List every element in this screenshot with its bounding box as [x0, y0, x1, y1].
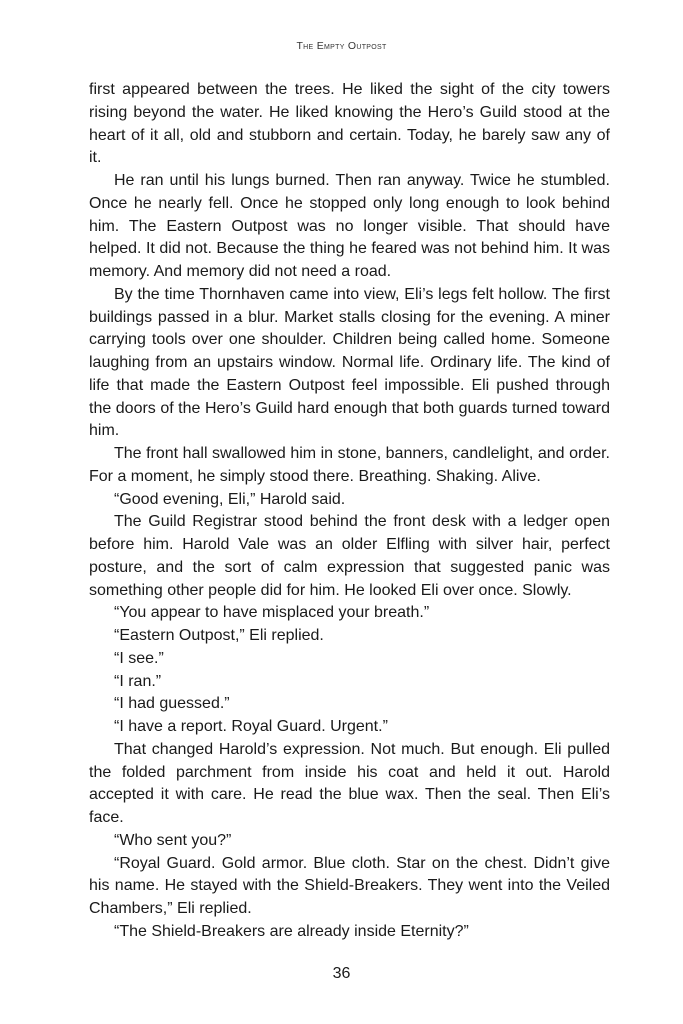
paragraph: “Who sent you?”: [114, 831, 232, 849]
paragraph: That changed Harold’s expression. Not much. But enough. Eli pulled the folded parchment from inside his coat and held it out. Harold accepted it with care. He read the blue wax. Then the seal. Then Eli’s face.: [89, 740, 610, 826]
paragraph: “I have a report. Royal Guard. Urgent.”: [114, 718, 388, 735]
paragraph: “You appear to have misplaced your breath.”: [114, 604, 430, 622]
paragraph: “I see.”: [114, 649, 164, 667]
paragraph: The front hall swallowed him in stone, banners, candlelight, and order. For a moment, he simply stood there. Breathing. Shaking. Alive.: [89, 445, 610, 485]
paragraph: He ran until his lungs burned. Then ran anyway. Twice he stumbled. Once he nearly fell. Once he stopped only long enough to look behind him. The Eastern Outpost was no longer visible. That should have helped. It did not. Because the thing he feared was not behind him. It was memory. And memory did not need a road.: [89, 172, 610, 280]
body-text: [89, 79, 610, 944]
paragraph: “Royal Guard. Gold armor. Blue cloth. Star on the chest. Didn’t give his name. He stayed with the Shield-Breakers. They went into the Veiled Chambers,” Eli replied.: [89, 854, 610, 917]
paragraph: “The Shield-Breakers are already inside Eternity?”: [114, 922, 469, 940]
paragraph: “I ran.”: [114, 672, 162, 690]
paragraph: first appeared between the trees. He liked the sight of the city towers rising beyond the water. He liked knowing the Hero’s Guild stood at the heart of it all, old and stubborn and certain. Today, he barely saw any of it.: [89, 81, 610, 167]
running-header: The Empty Outpost: [296, 40, 387, 52]
paragraph: By the time Thornhaven came into view, Eli’s legs felt hollow. The first buildings passed in a blur. Market stalls closing for the evening. A miner carrying tools over one shoulder. Children being called home. Someone laughing from an upstairs window. Normal life. Ordinary life. The kind of life that made the Eastern Outpost feel impossible. Eli pushed through the doors of the Hero’s Guild hard enough that both guards turned toward him.: [89, 285, 610, 440]
paragraph: “Good evening, Eli,” Harold said.: [114, 490, 346, 508]
paragraph: “I had guessed.”: [114, 695, 230, 713]
page-number: 36: [332, 965, 351, 982]
paragraph: “Eastern Outpost,” Eli replied.: [114, 627, 324, 644]
paragraph: The Guild Registrar stood behind the front desk with a ledger open before him. Harold Vale was an older Elfling with silver hair, perfect posture, and the sort of calm expression that suggested panic was something other people did for him. He looked Eli over once. Slowly.: [89, 513, 610, 599]
